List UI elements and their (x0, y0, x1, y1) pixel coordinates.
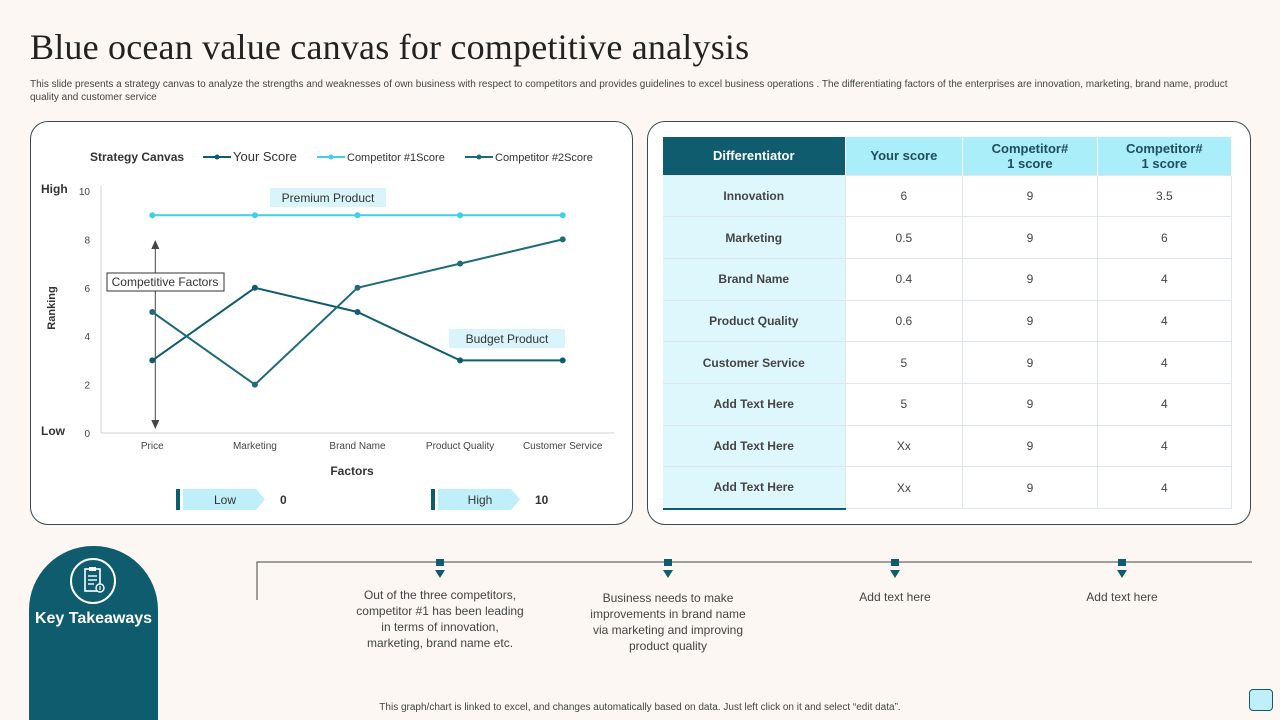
timeline-arrow-icon (890, 570, 900, 578)
table-cell: 9 (963, 425, 1097, 467)
timeline-arrow-icon (435, 570, 445, 578)
key-takeaways-badge (29, 546, 158, 720)
timeline-marker (664, 559, 672, 566)
checklist-icon (70, 558, 116, 604)
table-header-cell: Differentiator (663, 137, 845, 175)
data-point (149, 357, 155, 363)
table-cell: 9 (963, 258, 1097, 300)
scale-low-value: 0 (280, 493, 287, 507)
table-cell: 6 (845, 175, 963, 217)
table-cell: 0.5 (845, 217, 963, 259)
table-cell: 4 (1097, 425, 1231, 467)
y-low-label: Low (41, 424, 65, 438)
data-point (252, 382, 258, 388)
legend-label: Your Score (233, 149, 297, 164)
premium-annotation-label: Premium Product (281, 191, 375, 205)
table-header-cell: Competitor# 1 score (1097, 137, 1231, 175)
range-arrow-head-up (151, 240, 159, 249)
table-cell: Add Text Here (663, 425, 845, 467)
table-header-row (663, 137, 1232, 175)
table-cell: 9 (963, 175, 1097, 217)
table-cell: 4 (1097, 342, 1231, 384)
x-tick-label: Brand Name (329, 441, 386, 452)
table-header-cell: Your score (845, 137, 963, 175)
timeline-arrow-icon (663, 570, 673, 578)
scale-low-bar-edge (176, 489, 180, 510)
table-cell: 4 (1097, 300, 1231, 342)
legend-label: Competitor #2Score (495, 152, 593, 164)
data-point (457, 212, 463, 218)
differentiator-table-panel (647, 121, 1251, 525)
table-row (663, 467, 1232, 509)
scale-high-bar-label: High (467, 493, 493, 507)
table-cell: 3.5 (1097, 175, 1231, 217)
table-row (663, 342, 1232, 384)
competitive-annotation-label: Competitive Factors (111, 275, 219, 289)
table-cell: Marketing (663, 217, 845, 259)
takeaway-text-1: Out of the three competitors, competitor #1 has been leading in terms of innovation, marketing, brand name etc. (356, 588, 524, 650)
y-tick-label: 8 (84, 235, 90, 247)
table-cell: 9 (963, 467, 1097, 509)
table-cell: 9 (963, 217, 1097, 259)
y-axis-label: Ranking (46, 286, 58, 330)
data-point (355, 212, 361, 218)
timeline-marker (1118, 559, 1126, 566)
data-point (355, 309, 361, 315)
edit-button[interactable] (1249, 689, 1273, 711)
table-row (663, 258, 1232, 300)
x-tick-label: Customer Service (522, 441, 603, 452)
table-cell: 5 (845, 342, 963, 384)
table-cell: Add Text Here (663, 467, 845, 509)
series-line (152, 288, 562, 361)
key-takeaways-label: Key Takeaways (34, 610, 153, 627)
table-cell: 4 (1097, 258, 1231, 300)
footer-note: This graph/chart is linked to excel, and changes automatically based on data. Just left click on it and select “edit data”. (379, 702, 901, 713)
data-point (252, 285, 258, 291)
strategy-canvas-chart[interactable] (31, 122, 634, 526)
x-tick-label: Price (140, 441, 164, 452)
table-cell: Brand Name (663, 258, 845, 300)
data-point (457, 261, 463, 267)
table-body (663, 175, 1232, 509)
data-point (149, 309, 155, 315)
table-cell: Add Text Here (663, 383, 845, 425)
timeline-marker (891, 559, 899, 566)
strategy-canvas-panel (30, 121, 633, 525)
table-cell: 4 (1097, 383, 1231, 425)
legend-swatch-marker (215, 155, 220, 160)
legend-label: Competitor #1Score (347, 152, 445, 164)
data-point (560, 212, 566, 218)
y-tick-label: 6 (84, 283, 90, 295)
table-cell: 6 (1097, 217, 1231, 259)
table-row (663, 217, 1232, 259)
data-point (560, 236, 566, 242)
table-cell: 0.4 (845, 258, 963, 300)
data-point (560, 357, 566, 363)
x-axis-label: Factors (330, 464, 374, 478)
table-cell: Product Quality (663, 300, 845, 342)
range-arrow-head-down (151, 420, 159, 429)
table-cell: 9 (963, 383, 1097, 425)
chart-title: Strategy Canvas (90, 150, 185, 164)
table-cell: 9 (963, 342, 1097, 384)
scale-low-bar-label: Low (213, 493, 237, 507)
table-cell: Customer Service (663, 342, 845, 384)
table-header-cell: Competitor# 1 score (963, 137, 1097, 175)
data-point (355, 285, 361, 291)
timeline-arrow-icon (1117, 570, 1127, 578)
x-tick-label: Marketing (232, 441, 277, 452)
table-row (663, 175, 1232, 217)
legend-swatch-marker (477, 155, 482, 160)
y-tick-label: 0 (84, 429, 90, 440)
data-point (252, 212, 258, 218)
timeline-marker (436, 559, 444, 566)
table-cell: Xx (845, 467, 963, 509)
y-tick-label: 10 (78, 187, 90, 198)
table-row (663, 383, 1232, 425)
table-cell: Innovation (663, 175, 845, 217)
scale-high-value: 10 (535, 493, 549, 507)
page-title: Blue ocean value canvas for competitive analysis (30, 27, 750, 67)
table-cell: 9 (963, 300, 1097, 342)
takeaway-text-2: Business needs to make improvements in brand name via marketing and improving product quality (590, 591, 746, 653)
y-tick-label: 4 (84, 332, 90, 344)
table-cell: Xx (845, 425, 963, 467)
table-cell: 4 (1097, 467, 1231, 509)
table-cell: 5 (845, 383, 963, 425)
y-tick-label: 2 (84, 380, 90, 392)
takeaway-text-4: Add text here (1086, 590, 1158, 604)
data-point (149, 212, 155, 218)
budget-annotation-label: Budget Product (465, 332, 549, 346)
takeaway-text-3: Add text here (859, 590, 931, 604)
legend-swatch-marker (329, 155, 334, 160)
scale-high-bar-edge (431, 489, 435, 510)
data-point (457, 357, 463, 363)
table-cell: 0.6 (845, 300, 963, 342)
table-row (663, 425, 1232, 467)
table-row (663, 300, 1232, 342)
page-subtitle: This slide presents a strategy canvas to analyze the strengths and weaknesses of own business with respect to competitors and provides guidelines to excel business operations . The differentiating factors of the enterprises are innovation, marketing, brand name, product quality and customer service (30, 79, 1228, 103)
y-high-label: High (41, 182, 68, 196)
x-tick-label: Product Quality (425, 441, 495, 452)
differentiator-table (663, 137, 1232, 510)
